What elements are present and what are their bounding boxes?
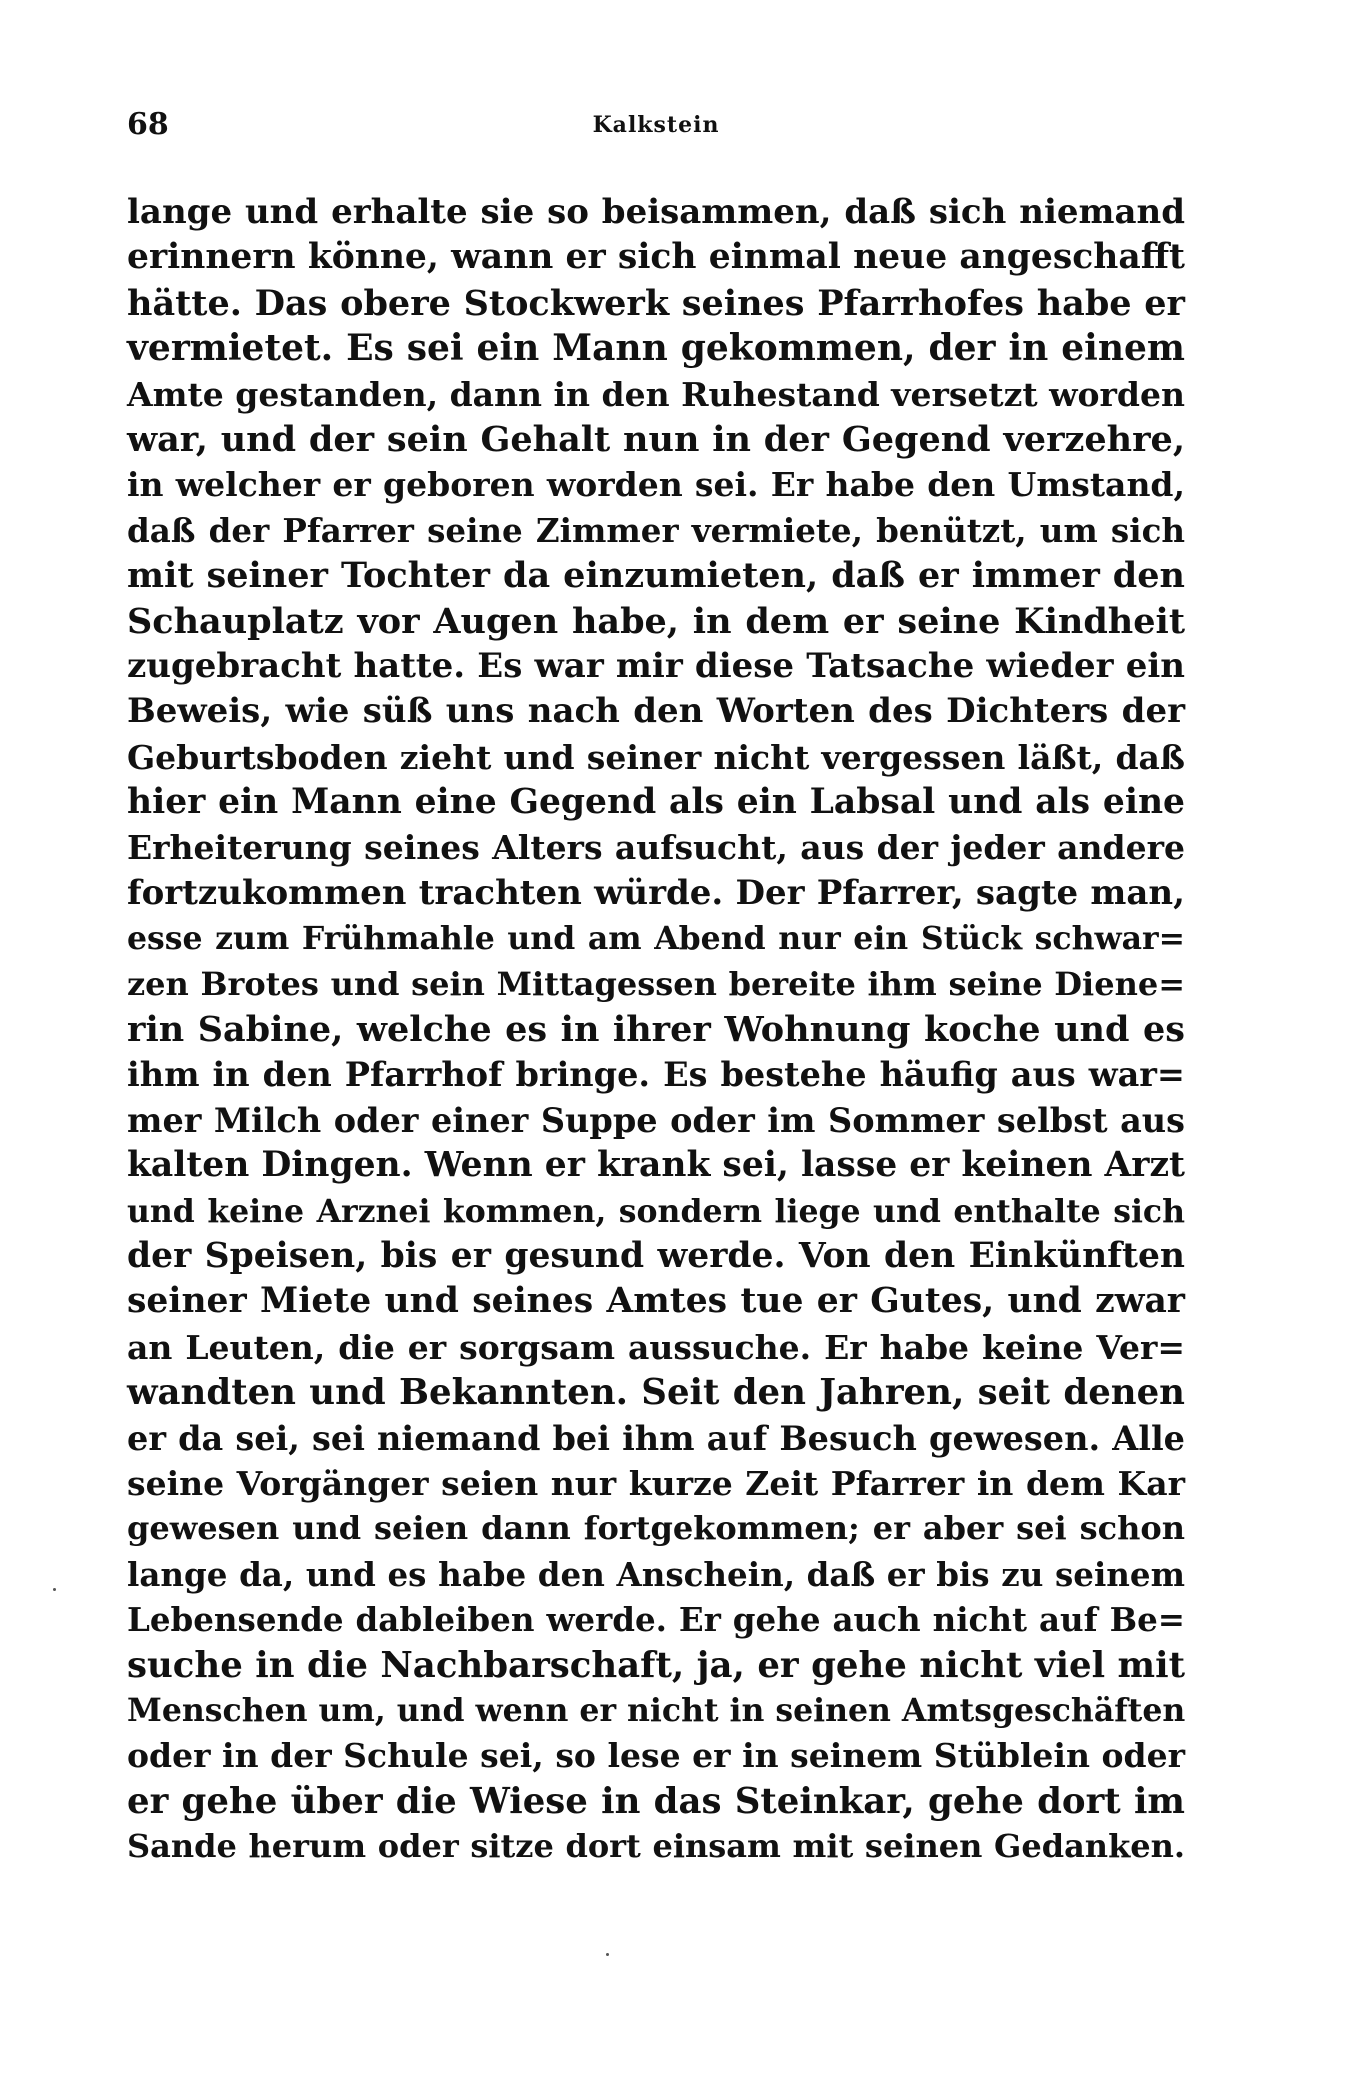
text-line: Amte gestanden, dann in den Ruhestand versetzt worden bbox=[127, 374, 1185, 414]
text-line: Geburtsboden zieht und seiner nicht vergessen läßt, daß bbox=[127, 737, 1185, 777]
text-line: daß der Pfarrer seine Zimmer vermiete, benützt, um sich bbox=[127, 510, 1185, 550]
text-line: war, und der sein Gehalt nun in der Gegend verzehre, bbox=[127, 418, 1185, 460]
text-line: zen Brotes und sein Mittagessen bereite ihm seine Diene= bbox=[127, 964, 1185, 1003]
text-line: Sande herum oder sitze dort einsam mit seinen Gedanken. bbox=[127, 1827, 1185, 1866]
text-line: wandten und Bekannten. Seit den Jahren, seit denen bbox=[127, 1372, 1185, 1414]
text-line: der Speisen, bis er gesund werde. Von den Einkünften bbox=[127, 1235, 1185, 1276]
text-line: seiner Miete und seines Amtes tue er Gutes, und zwar bbox=[127, 1281, 1185, 1322]
text-line: Menschen um, und wenn er nicht in seinen Amtsgeschäften bbox=[127, 1691, 1186, 1729]
text-line: kalten Dingen. Wenn er krank sei, lasse er keinen Arzt bbox=[127, 1145, 1185, 1186]
text-line: mit seiner Tochter da einzumieten, daß er immer den bbox=[127, 555, 1185, 597]
page-number: 68 bbox=[127, 107, 169, 142]
text-line: oder in der Schule sei, so lese er in seinem Stüblein oder bbox=[127, 1736, 1185, 1776]
text-line: gewesen und seien dann fortgekommen; er aber sei schon bbox=[127, 1509, 1185, 1548]
body-text bbox=[127, 190, 1185, 1869]
text-line: erinnern könne, wann er sich einmal neue angeschafft bbox=[127, 237, 1185, 278]
text-line: hier ein Mann eine Gegend als ein Labsal und als eine bbox=[127, 782, 1185, 823]
text-line: an Leuten, die er sorgsam aussuche. Er habe keine Ver= bbox=[127, 1327, 1185, 1367]
text-line: zugebracht hatte. Es war mir diese Tatsache wieder ein bbox=[127, 645, 1185, 686]
running-head: Kalkstein bbox=[592, 112, 720, 138]
text-line: Schauplatz vor Augen habe, in dem er seine Kindheit bbox=[127, 600, 1185, 642]
paper-speck bbox=[53, 1588, 56, 1591]
text-line: ihm in den Pfarrhof bringe. Es bestehe häufig aus war= bbox=[127, 1055, 1185, 1095]
text-line: Erheiterung seines Alters aufsucht, aus der jeder andere bbox=[127, 828, 1185, 868]
text-line: und keine Arznei kommen, sondern liege und enthalte sich bbox=[127, 1192, 1185, 1230]
text-line: mer Milch oder einer Suppe oder im Sommer selbst aus bbox=[127, 1100, 1185, 1140]
text-line: Beweis, wie süß uns nach den Worten des Dichters der bbox=[127, 691, 1185, 732]
text-line: er da sei, sei niemand bei ihm auf Besuch gewesen. Alle bbox=[127, 1418, 1185, 1458]
text-line: in welcher er geboren worden sei. Er habe den Umstand, bbox=[127, 465, 1185, 505]
text-line: hätte. Das obere Stockwerk seines Pfarrhofes habe er bbox=[127, 282, 1185, 324]
text-line: seine Vorgänger seien nur kurze Zeit Pfarrer in dem Kar bbox=[127, 1463, 1185, 1503]
text-line: lange da, und es habe den Anschein, daß er bis zu seinem bbox=[127, 1554, 1185, 1594]
text-line: fortzukommen trachten würde. Der Pfarrer, sagte man, bbox=[127, 872, 1185, 913]
text-line: suche in die Nachbarschaft, ja, er gehe nicht viel mit bbox=[127, 1644, 1185, 1686]
page-header bbox=[127, 105, 1185, 145]
text-line: er gehe über die Wiese in das Steinkar, gehe dort im bbox=[127, 1780, 1185, 1822]
paper-speck bbox=[606, 1953, 609, 1956]
text-line: vermietet. Es sei ein Mann gekommen, der in einem bbox=[127, 327, 1185, 370]
text-line: Lebensende dableiben werde. Er gehe auch nicht auf Be= bbox=[127, 1600, 1185, 1640]
text-line: esse zum Frühmahle und am Abend nur ein Stück schwar= bbox=[127, 920, 1185, 958]
text-line: lange und erhalte sie so beisammen, daß sich niemand bbox=[127, 192, 1185, 232]
text-line: rin Sabine, welche es in ihrer Wohnung koche und es bbox=[127, 1009, 1185, 1051]
